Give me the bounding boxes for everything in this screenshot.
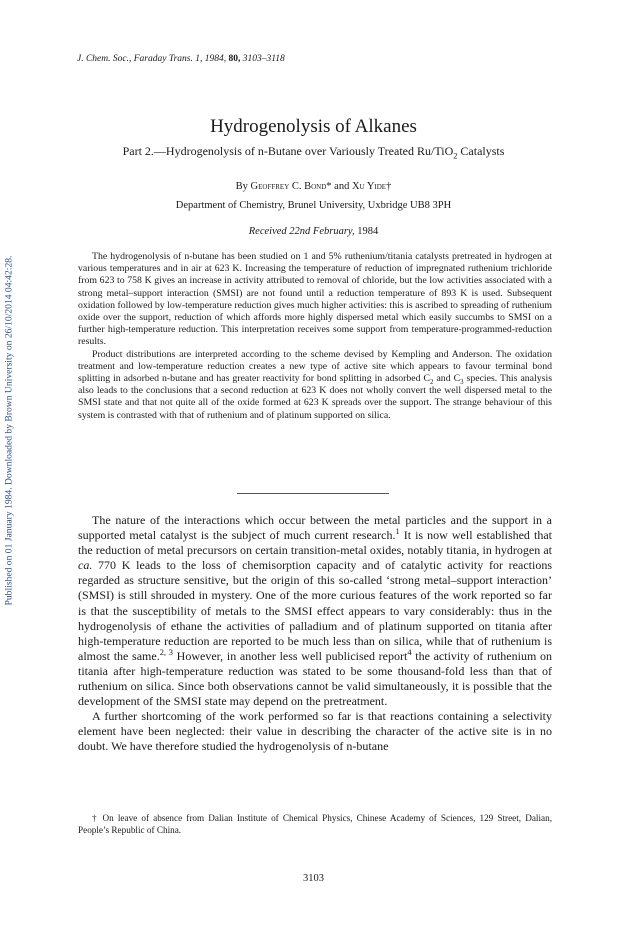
by-label: By [235,181,248,192]
reference-2-3: 2, 3 [159,647,173,657]
page-number: 3103 [303,873,324,884]
body-paragraph-2: A further shortcoming of the work performed so far is that reactions containing a selectivity element have been neglected: their value in describing the character of the active site is in no doubt. We have therefore studied the hydrogenolysis of n-butane [78,709,552,754]
author-line [0,181,627,192]
journal-year: 1984, [204,54,227,64]
reference-4: 4 [407,647,412,657]
and-label: and [334,181,350,192]
journal-name: J. Chem. Soc., Faraday Trans. 1, [77,54,203,64]
download-stamp-text: Published on 01 January 1984. Downloaded by Brown University on 26/10/2014 04:42:28. [3,255,15,605]
reference-1: 1 [395,527,400,537]
body-text [78,513,552,755]
affiliation: Department of Chemistry, Brunel University, Uxbridge UB8 3PH [175,200,452,211]
article-title: Hydrogenolysis of Alkanes [210,116,417,137]
journal-volume: 80, [228,54,241,64]
article-subtitle: Part 2.—Hydrogenolysis of n-Butane over Variously Treated Ru/TiO$_2$ Catalysts [122,144,505,161]
received-date: Received 22nd February, 1984 [248,226,379,237]
abstract-paragraph-2: Product distributions are interpreted according to the scheme devised by Kempling and Anderson. The oxidation treatment and low-temperature reduction creates a new type of active site which appears to favour terminal bond splitting in adsorbed n-butane and has greater reactivity for bond splitting in adsorbed $C_2$ and $C_3$ species. This analysis also leads to the conclusions that a second reduction at 623 K does not wholly convert the well dispersed metal to the SMSI state and that not quite all of the oxide formed at 623 K spreads over the support. The strange behaviour of this system is contrasted with that of ruthenium and of platinum supported on silica. [78,348,553,421]
section-divider [237,493,389,494]
author-xu: Xu Yide† [351,181,392,192]
abstract-paragraph-1: The hydrogenolysis of n-butane has been studied on 1 and 5% ruthenium/titania catalysts pretreated in hydrogen at various temperatures and in air at 623 K. Increasing the temperature of reduction of impregnated ruthenium trichloride from 623 to 758 K gives an increase in activity attributed to removal of chloride, but the low activities associated with a strong metal–support interaction (SMSI) are not found until a reduction temperature of 893 K is used. Subsequent oxidation followed by low-temperature reduction gives much higher activities: this is ascribed to spreading of ruthenium oxide over the support, reduction of which affords more highly dispersed metal which easily succumbs to SMSI on a further high-temperature reduction. This interpretation receives some support from temperature-programmed-reduction results. [78,251,552,348]
footnote: † On leave of absence from Dalian Institute of Chemical Physics, Chinese Academy of Sciences, 129 Street, Dalian, People’s Republic of China. [78,813,552,835]
journal-pages: 3103–3118 [242,54,285,64]
body-paragraph-1: The nature of the interactions which occur between the metal particles and the support in a supported metal catalyst is the subject of much current research.$^1$ It is now well established that the reduction of metal precursors on certain transition-metal oxides, notably titania, in hydrogen at ca. 770 K leads to the loss of chemisorption capacity and of catalytic activity for reactions regarded as structure sensitive, but the origin of this so-called ‘strong metal–support interaction’ (SMSI) is still shrouded in mystery. One of the more curious features of the work reported so far is that the susceptibility of metals to the SMSI effect appears to vary considerably: thus in the hydrogenolysis of ethane the activities of palladium and of platinum supported on titania after high-temperature reduction are reported to be much less than on silica, while that of ruthenium is almost the same.$^{2, 3}$ However, in another less well publicised report$^4$ the activity of ruthenium on titania after high-temperature reduction was stated to be some thousand-fold less than that of ruthenium on silica. Since both observations cannot be valid simultaneously, it is possible that the development of the SMSI state may depend on the pretreatment. [78,513,553,709]
author-bond: Geoffrey C. Bond* [250,181,332,192]
abstract [78,251,552,422]
journal-reference [77,54,285,64]
